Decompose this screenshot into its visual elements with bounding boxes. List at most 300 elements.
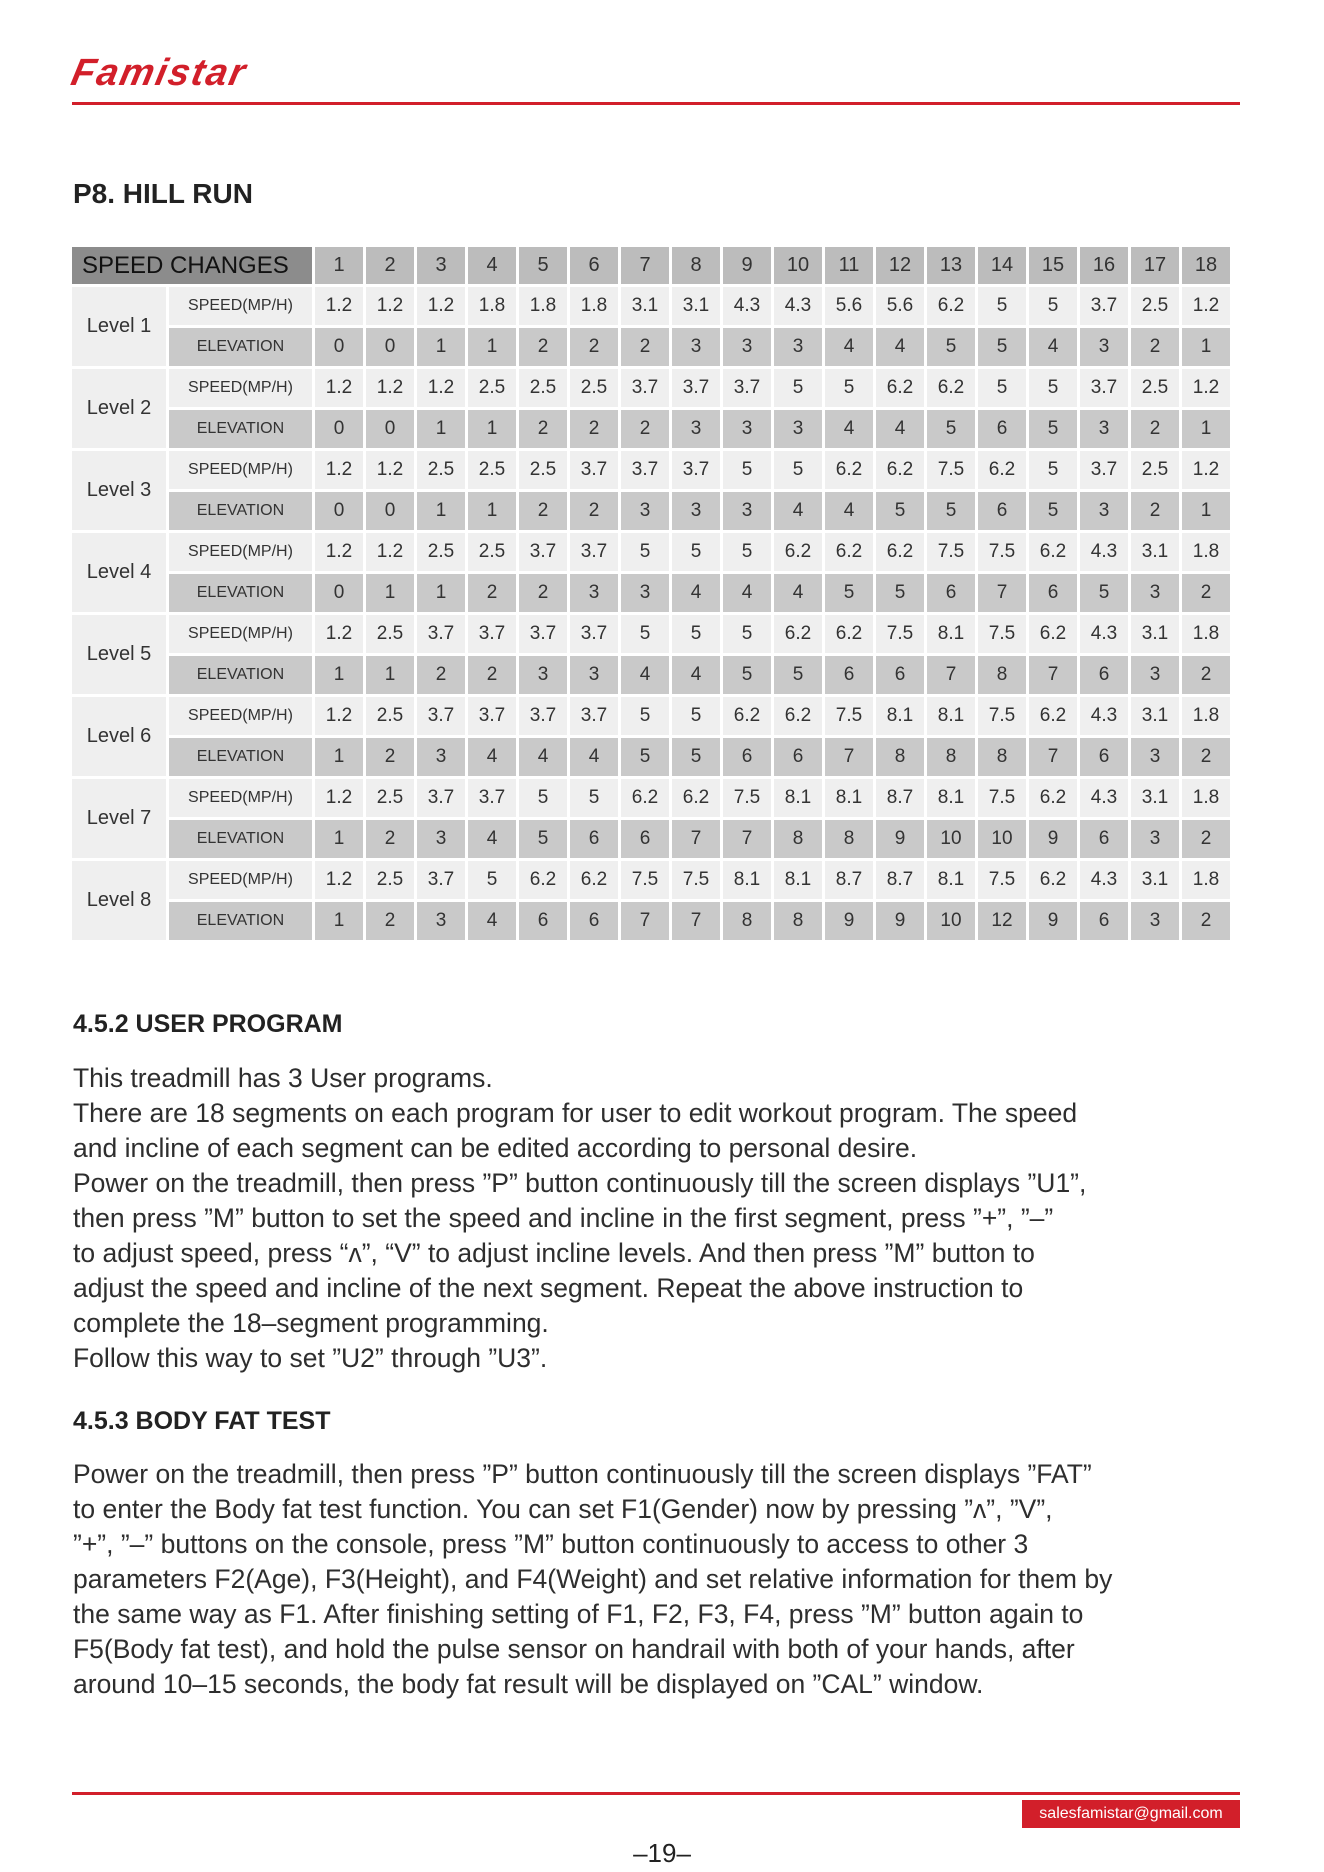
speed-cell: 1.8: [1182, 697, 1230, 735]
elevation-cell: 2: [621, 328, 669, 366]
user-program-text: [73, 1061, 1243, 1376]
level-label: Level 8: [72, 861, 166, 940]
speed-cell: 5: [672, 697, 720, 735]
speed-cell: 3.1: [1131, 861, 1179, 899]
speed-cell: 5: [519, 779, 567, 817]
speed-cell: 4.3: [1080, 615, 1128, 653]
contact-email: salesfamistar@gmail.com: [1022, 1800, 1240, 1828]
speed-cell: 3.1: [1131, 697, 1179, 735]
speed-cell: 7.5: [621, 861, 669, 899]
speed-cell: 2.5: [519, 369, 567, 407]
elevation-cell: 6: [978, 492, 1026, 530]
speed-cell: 7.5: [978, 697, 1026, 735]
speed-cell: 8.1: [774, 779, 822, 817]
elevation-label: ELEVATION: [169, 820, 312, 858]
elevation-cell: 2: [366, 902, 414, 940]
segment-header: 18: [1182, 247, 1230, 284]
level-label: Level 3: [72, 451, 166, 530]
elevation-label: ELEVATION: [169, 328, 312, 366]
segment-header: 5: [519, 247, 567, 284]
speed-cell: 5: [1029, 287, 1077, 325]
speed-label: SPEED(MP/H): [169, 861, 312, 899]
elevation-row: [72, 410, 1230, 448]
speed-cell: 5: [621, 615, 669, 653]
speed-cell: 3.7: [570, 697, 618, 735]
elevation-cell: 5: [723, 656, 771, 694]
speed-cell: 2.5: [366, 861, 414, 899]
speed-cell: 6.2: [519, 861, 567, 899]
speed-cell: 1.8: [1182, 533, 1230, 571]
elevation-cell: 2: [468, 574, 516, 612]
speed-cell: 6.2: [774, 533, 822, 571]
elevation-cell: 5: [825, 574, 873, 612]
text-line: then press ”M” button to set the speed and incline in the first segment, press ”+”, ”–”: [73, 1203, 1054, 1233]
elevation-cell: 1: [366, 574, 414, 612]
speed-label: SPEED(MP/H): [169, 533, 312, 571]
text-line: to enter the Body fat test function. You can set F1(Gender) now by pressing ”ʌ”, ”V”,: [73, 1494, 1053, 1524]
elevation-cell: 3: [1131, 656, 1179, 694]
elevation-cell: 3: [723, 410, 771, 448]
speed-cell: 1.2: [366, 287, 414, 325]
elevation-cell: 6: [876, 656, 924, 694]
elevation-cell: 6: [570, 902, 618, 940]
elevation-cell: 3: [672, 328, 720, 366]
speed-cell: 5: [672, 533, 720, 571]
elevation-cell: 3: [417, 738, 465, 776]
speed-row: [72, 369, 1230, 407]
speed-cell: 1.8: [1182, 779, 1230, 817]
elevation-row: [72, 820, 1230, 858]
speed-cell: 6.2: [825, 533, 873, 571]
speed-cell: 8.1: [927, 615, 975, 653]
speed-cell: 3.1: [1131, 779, 1179, 817]
elevation-cell: 2: [1131, 410, 1179, 448]
speed-cell: 1.2: [366, 369, 414, 407]
speed-cell: 7.5: [978, 861, 1026, 899]
segment-header: 8: [672, 247, 720, 284]
elevation-cell: 4: [570, 738, 618, 776]
speed-cell: 8.7: [825, 861, 873, 899]
speed-cell: 1.2: [1182, 287, 1230, 325]
elevation-cell: 5: [876, 574, 924, 612]
speed-cell: 1.2: [315, 533, 363, 571]
text-line: complete the 18–segment programming.: [73, 1308, 549, 1338]
elevation-row: [72, 328, 1230, 366]
elevation-cell: 3: [723, 328, 771, 366]
elevation-cell: 3: [570, 574, 618, 612]
elevation-cell: 1: [315, 820, 363, 858]
header-divider: [72, 102, 1240, 105]
elevation-cell: 4: [1029, 328, 1077, 366]
elevation-cell: 4: [468, 902, 516, 940]
elevation-row: [72, 902, 1230, 940]
speed-cell: 1.8: [1182, 615, 1230, 653]
user-program-heading: 4.5.2 USER PROGRAM: [73, 1010, 343, 1038]
elevation-cell: 2: [1182, 902, 1230, 940]
elevation-cell: 5: [774, 656, 822, 694]
speed-label: SPEED(MP/H): [169, 615, 312, 653]
speed-cell: 1.8: [468, 287, 516, 325]
segment-header: 4: [468, 247, 516, 284]
speed-cell: 2.5: [366, 697, 414, 735]
elevation-cell: 1: [417, 328, 465, 366]
elevation-cell: 6: [1080, 902, 1128, 940]
elevation-cell: 3: [1131, 574, 1179, 612]
elevation-cell: 3: [723, 492, 771, 530]
speed-cell: 8.1: [825, 779, 873, 817]
elevation-cell: 5: [978, 328, 1026, 366]
elevation-row: [72, 492, 1230, 530]
speed-cell: 3.7: [417, 615, 465, 653]
text-line: Power on the treadmill, then press ”P” button continuously till the screen displays ”U1”,: [73, 1168, 1087, 1198]
speed-cell: 6.2: [672, 779, 720, 817]
speed-cell: 1.8: [570, 287, 618, 325]
level-label: Level 4: [72, 533, 166, 612]
speed-cell: 5: [978, 287, 1026, 325]
speed-label: SPEED(MP/H): [169, 451, 312, 489]
elevation-cell: 3: [1131, 820, 1179, 858]
elevation-cell: 12: [978, 902, 1026, 940]
text-line: Power on the treadmill, then press ”P” button continuously till the screen displays ”FAT”: [73, 1459, 1092, 1489]
speed-cell: 3.7: [519, 697, 567, 735]
speed-cell: 1.8: [1182, 861, 1230, 899]
text-line: ”+”, ”–” buttons on the console, press ”M” button continuously to access to other 3: [73, 1529, 1029, 1559]
elevation-cell: 3: [417, 820, 465, 858]
elevation-cell: 7: [1029, 656, 1077, 694]
elevation-cell: 7: [672, 820, 720, 858]
speed-row: [72, 287, 1230, 325]
elevation-cell: 0: [366, 410, 414, 448]
elevation-cell: 6: [621, 820, 669, 858]
speed-cell: 6.2: [825, 451, 873, 489]
speed-cell: 3.7: [1080, 369, 1128, 407]
elevation-row: [72, 574, 1230, 612]
text-line: to adjust speed, press “ʌ”, “V” to adjust incline levels. And then press ”M” button to: [73, 1238, 1035, 1268]
segment-header: 7: [621, 247, 669, 284]
speed-cell: 7.5: [876, 615, 924, 653]
speed-cell: 5: [774, 451, 822, 489]
elevation-label: ELEVATION: [169, 656, 312, 694]
speed-row: [72, 451, 1230, 489]
speed-cell: 2.5: [1131, 287, 1179, 325]
elevation-cell: 1: [315, 738, 363, 776]
elevation-cell: 3: [1080, 410, 1128, 448]
elevation-cell: 0: [366, 328, 414, 366]
hill-run-table: [69, 244, 1233, 943]
speed-cell: 1.2: [1182, 451, 1230, 489]
elevation-cell: 4: [825, 492, 873, 530]
elevation-cell: 2: [468, 656, 516, 694]
elevation-cell: 3: [672, 492, 720, 530]
speed-row: [72, 615, 1230, 653]
segment-header: 9: [723, 247, 771, 284]
segment-header: 10: [774, 247, 822, 284]
elevation-cell: 4: [621, 656, 669, 694]
speed-cell: 5: [723, 451, 771, 489]
elevation-cell: 0: [315, 328, 363, 366]
elevation-cell: 8: [876, 738, 924, 776]
segment-header: 15: [1029, 247, 1077, 284]
elevation-cell: 1: [417, 492, 465, 530]
elevation-cell: 3: [774, 410, 822, 448]
speed-cell: 3.1: [1131, 615, 1179, 653]
speed-cell: 5: [825, 369, 873, 407]
speed-cell: 7.5: [978, 615, 1026, 653]
speed-cell: 7.5: [672, 861, 720, 899]
elevation-cell: 6: [1080, 738, 1128, 776]
speed-cell: 3.7: [519, 615, 567, 653]
speed-cell: 6.2: [621, 779, 669, 817]
elevation-cell: 7: [825, 738, 873, 776]
text-line: There are 18 segments on each program for user to edit workout program. The speed: [73, 1098, 1078, 1128]
elevation-cell: 9: [1029, 820, 1077, 858]
text-line: the same way as F1. After finishing setting of F1, F2, F3, F4, press ”M” button again to: [73, 1599, 1084, 1629]
text-line: adjust the speed and incline of the next segment. Repeat the above instruction to: [73, 1273, 1024, 1303]
elevation-cell: 5: [519, 820, 567, 858]
elevation-cell: 1: [417, 574, 465, 612]
elevation-label: ELEVATION: [169, 738, 312, 776]
elevation-cell: 4: [672, 574, 720, 612]
speed-cell: 2.5: [366, 615, 414, 653]
elevation-cell: 3: [570, 656, 618, 694]
elevation-cell: 2: [570, 328, 618, 366]
elevation-cell: 3: [1080, 492, 1128, 530]
speed-cell: 6.2: [1029, 697, 1077, 735]
elevation-cell: 1: [315, 902, 363, 940]
elevation-cell: 10: [978, 820, 1026, 858]
elevation-cell: 0: [315, 492, 363, 530]
elevation-cell: 5: [672, 738, 720, 776]
speed-cell: 6.2: [927, 369, 975, 407]
speed-cell: 1.2: [366, 533, 414, 571]
speed-cell: 1.2: [1182, 369, 1230, 407]
elevation-cell: 2: [1182, 820, 1230, 858]
speed-cell: 2.5: [1131, 451, 1179, 489]
elevation-label: ELEVATION: [169, 902, 312, 940]
table-header-row: [72, 247, 1230, 284]
elevation-cell: 4: [723, 574, 771, 612]
elevation-cell: 5: [927, 410, 975, 448]
segment-header: 2: [366, 247, 414, 284]
elevation-cell: 3: [1131, 738, 1179, 776]
speed-cell: 6.2: [876, 369, 924, 407]
elevation-cell: 2: [1131, 328, 1179, 366]
speed-cell: 8.1: [927, 779, 975, 817]
speed-cell: 2.5: [468, 369, 516, 407]
elevation-cell: 0: [366, 492, 414, 530]
elevation-cell: 3: [621, 492, 669, 530]
elevation-cell: 2: [366, 738, 414, 776]
elevation-cell: 3: [417, 902, 465, 940]
elevation-cell: 3: [672, 410, 720, 448]
elevation-cell: 7: [927, 656, 975, 694]
elevation-cell: 2: [519, 328, 567, 366]
elevation-cell: 2: [570, 410, 618, 448]
elevation-cell: 2: [570, 492, 618, 530]
elevation-cell: 5: [1080, 574, 1128, 612]
elevation-cell: 1: [417, 410, 465, 448]
famistar-logo: Famistar: [67, 52, 251, 94]
elevation-cell: 3: [621, 574, 669, 612]
speed-cell: 3.7: [621, 451, 669, 489]
elevation-cell: 6: [1029, 574, 1077, 612]
level-label: Level 1: [72, 287, 166, 366]
speed-cell: 3.7: [672, 451, 720, 489]
speed-cell: 3.7: [672, 369, 720, 407]
page-number: –19–: [633, 1838, 691, 1868]
elevation-cell: 0: [315, 410, 363, 448]
speed-cell: 3.7: [570, 533, 618, 571]
elevation-cell: 5: [1029, 410, 1077, 448]
elevation-cell: 6: [723, 738, 771, 776]
speed-row: [72, 697, 1230, 735]
text-line: and incline of each segment can be edited according to personal desire.: [73, 1133, 918, 1163]
speed-cell: 2.5: [417, 451, 465, 489]
speed-cell: 7.5: [723, 779, 771, 817]
elevation-cell: 8: [723, 902, 771, 940]
speed-cell: 1.2: [315, 779, 363, 817]
elevation-label: ELEVATION: [169, 492, 312, 530]
section-title: P8. HILL RUN: [73, 178, 253, 209]
speed-cell: 5: [621, 697, 669, 735]
elevation-cell: 4: [468, 738, 516, 776]
elevation-cell: 9: [825, 902, 873, 940]
text-line: parameters F2(Age), F3(Height), and F4(Weight) and set relative information for them by: [73, 1564, 1113, 1594]
speed-cell: 3.7: [570, 451, 618, 489]
elevation-cell: 0: [315, 574, 363, 612]
speed-cell: 3.7: [417, 779, 465, 817]
speed-cell: 3.7: [519, 533, 567, 571]
segment-header: 11: [825, 247, 873, 284]
elevation-cell: 3: [519, 656, 567, 694]
elevation-cell: 7: [672, 902, 720, 940]
speed-cell: 3.7: [621, 369, 669, 407]
speed-cell: 3.7: [1080, 287, 1128, 325]
segment-header: 3: [417, 247, 465, 284]
elevation-cell: 8: [978, 738, 1026, 776]
speed-cell: 3.7: [468, 697, 516, 735]
speed-cell: 8.1: [723, 861, 771, 899]
speed-label: SPEED(MP/H): [169, 369, 312, 407]
elevation-cell: 7: [621, 902, 669, 940]
elevation-cell: 3: [774, 328, 822, 366]
elevation-cell: 7: [978, 574, 1026, 612]
speed-cell: 8.1: [927, 697, 975, 735]
speed-cell: 1.2: [315, 615, 363, 653]
speed-cell: 1.2: [315, 369, 363, 407]
segment-header: 16: [1080, 247, 1128, 284]
speed-cell: 2.5: [468, 451, 516, 489]
speed-cell: 3.1: [672, 287, 720, 325]
elevation-cell: 6: [1080, 820, 1128, 858]
speed-cell: 6.2: [825, 615, 873, 653]
level-label: Level 5: [72, 615, 166, 694]
elevation-cell: 5: [876, 492, 924, 530]
speed-cell: 2.5: [468, 533, 516, 571]
speed-cell: 8.7: [876, 779, 924, 817]
text-line: Follow this way to set ”U2” through ”U3”.: [73, 1343, 548, 1373]
level-label: Level 2: [72, 369, 166, 448]
speed-cell: 3.7: [417, 697, 465, 735]
speed-cell: 6.2: [1029, 861, 1077, 899]
elevation-cell: 8: [978, 656, 1026, 694]
speed-cell: 5: [621, 533, 669, 571]
elevation-cell: 6: [1080, 656, 1128, 694]
speed-cell: 6.2: [570, 861, 618, 899]
elevation-cell: 8: [774, 820, 822, 858]
elevation-label: ELEVATION: [169, 410, 312, 448]
text-line: F5(Body fat test), and hold the pulse sensor on handrail with both of your hands, after: [73, 1634, 1075, 1664]
speed-changes-header: SPEED CHANGES: [72, 247, 312, 284]
speed-cell: 6.2: [876, 533, 924, 571]
speed-row: [72, 533, 1230, 571]
body-fat-heading: 4.5.3 BODY FAT TEST: [73, 1407, 331, 1435]
speed-cell: 5: [723, 615, 771, 653]
speed-cell: 7.5: [927, 451, 975, 489]
speed-cell: 1.8: [519, 287, 567, 325]
speed-cell: 3.7: [417, 861, 465, 899]
body-fat-text: [73, 1457, 1243, 1702]
elevation-cell: 9: [876, 820, 924, 858]
elevation-cell: 1: [1182, 328, 1230, 366]
speed-label: SPEED(MP/H): [169, 779, 312, 817]
speed-cell: 1.2: [315, 287, 363, 325]
segment-header: 14: [978, 247, 1026, 284]
elevation-cell: 3: [1080, 328, 1128, 366]
elevation-cell: 8: [774, 902, 822, 940]
speed-label: SPEED(MP/H): [169, 287, 312, 325]
speed-cell: 1.2: [315, 697, 363, 735]
speed-cell: 6.2: [774, 697, 822, 735]
speed-cell: 4.3: [1080, 697, 1128, 735]
elevation-cell: 8: [825, 820, 873, 858]
elevation-cell: 4: [774, 492, 822, 530]
elevation-row: [72, 656, 1230, 694]
speed-cell: 5.6: [876, 287, 924, 325]
speed-cell: 4.3: [1080, 779, 1128, 817]
speed-cell: 6.2: [1029, 615, 1077, 653]
elevation-cell: 4: [825, 410, 873, 448]
elevation-cell: 5: [1029, 492, 1077, 530]
elevation-cell: 2: [366, 820, 414, 858]
text-line: around 10–15 seconds, the body fat result will be displayed on ”CAL” window.: [73, 1669, 984, 1699]
elevation-cell: 1: [315, 656, 363, 694]
elevation-cell: 6: [825, 656, 873, 694]
elevation-cell: 5: [927, 492, 975, 530]
speed-cell: 6.2: [978, 451, 1026, 489]
speed-cell: 5: [723, 533, 771, 571]
speed-cell: 5: [774, 369, 822, 407]
speed-cell: 1.2: [315, 861, 363, 899]
elevation-row: [72, 738, 1230, 776]
elevation-cell: 6: [927, 574, 975, 612]
speed-cell: 6.2: [774, 615, 822, 653]
speed-cell: 5.6: [825, 287, 873, 325]
elevation-cell: 8: [927, 738, 975, 776]
elevation-cell: 5: [621, 738, 669, 776]
speed-cell: 4.3: [723, 287, 771, 325]
speed-cell: 8.1: [876, 697, 924, 735]
speed-cell: 5: [672, 615, 720, 653]
elevation-cell: 4: [672, 656, 720, 694]
speed-cell: 4.3: [1080, 861, 1128, 899]
speed-cell: 2.5: [1131, 369, 1179, 407]
speed-cell: 8.1: [774, 861, 822, 899]
speed-cell: 1.2: [417, 369, 465, 407]
speed-row: [72, 779, 1230, 817]
speed-row: [72, 861, 1230, 899]
elevation-cell: 5: [927, 328, 975, 366]
